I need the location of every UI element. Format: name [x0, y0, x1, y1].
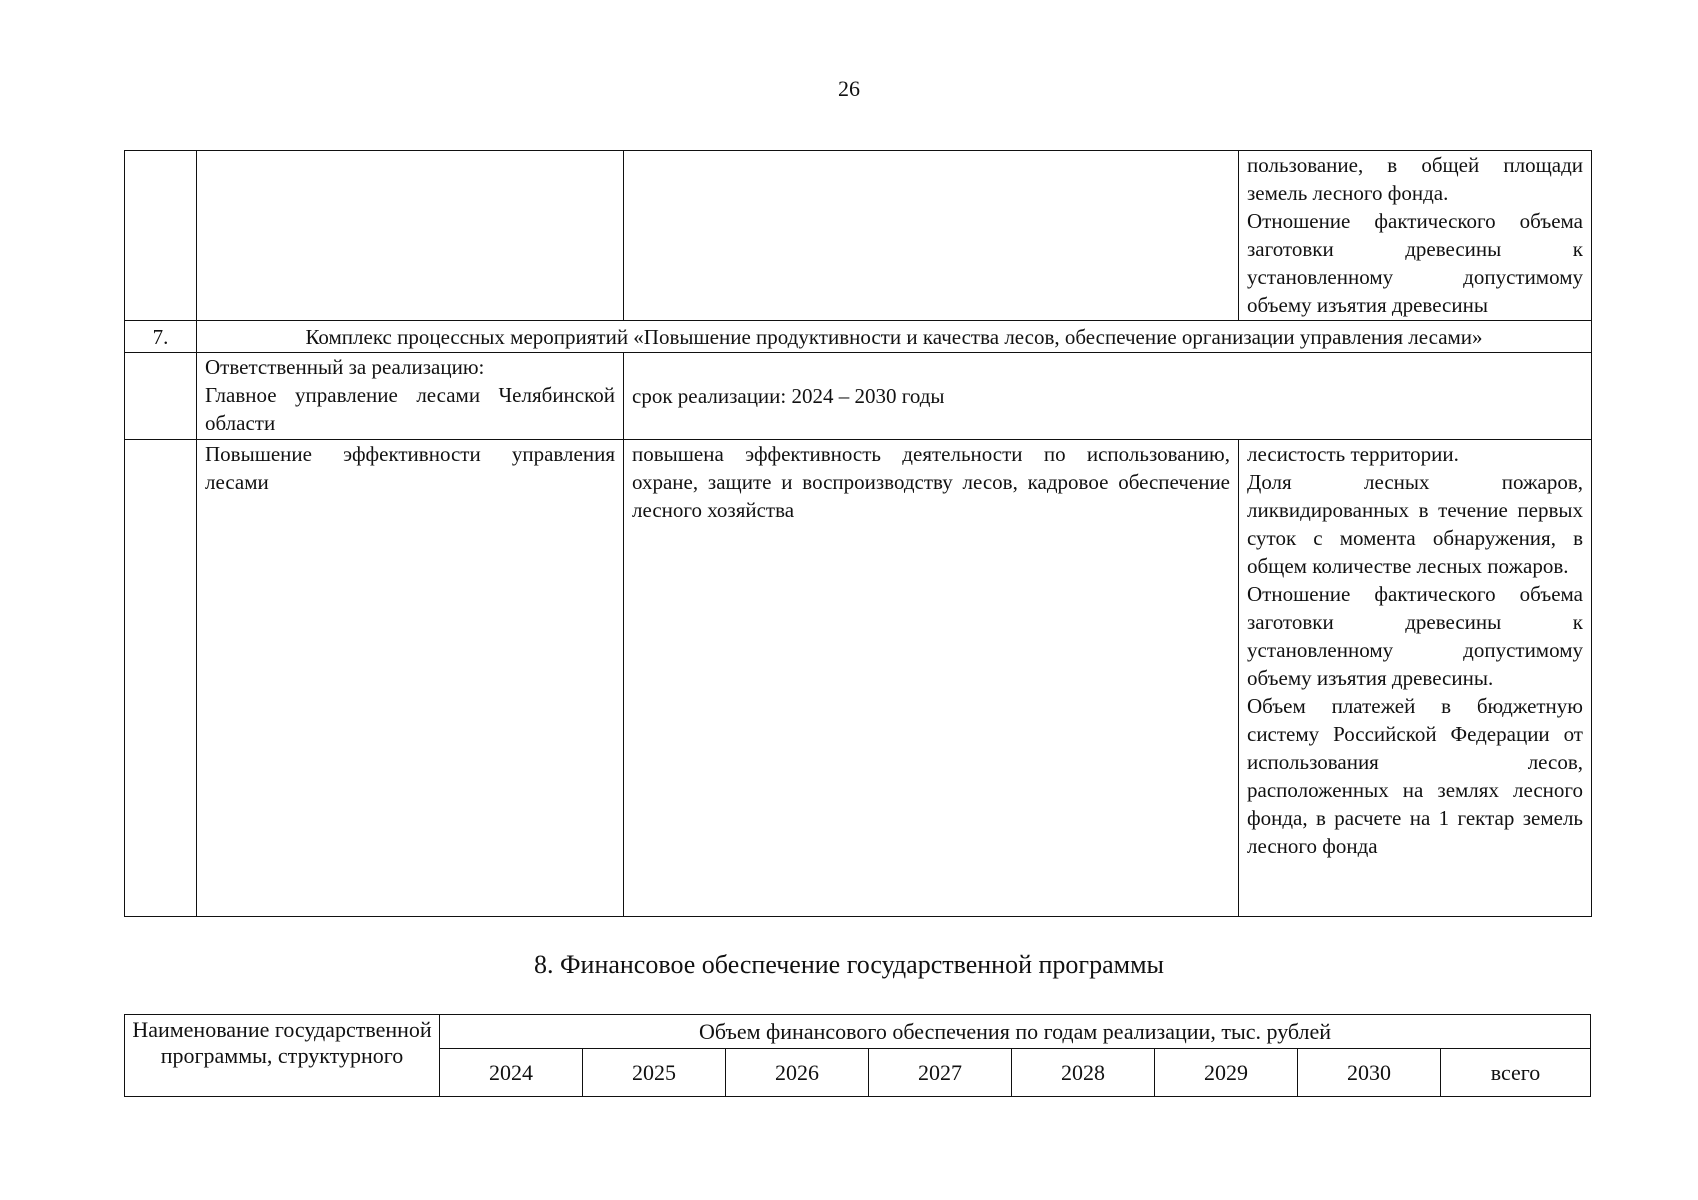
program-structure-table [124, 150, 1592, 917]
year-header: 2024 [440, 1049, 583, 1097]
table-row-continuation [125, 151, 1592, 321]
indicator-paragraph: Отношение фактического объема заготовки древесины к установленному допустимому объему изъятия древесины. [1247, 582, 1583, 690]
row-number: 7. [125, 321, 197, 353]
year-header: 2028 [1012, 1049, 1155, 1097]
year-header: 2026 [726, 1049, 869, 1097]
finance-header-row [125, 1015, 1591, 1049]
indicator-paragraph: Объем платежей в бюджетную систему Российской Федерации от использования лесов, расположенных на землях лесного фонда, в расчете на 1 гектар земель лесного фонда [1247, 694, 1583, 858]
cell-empty-number [125, 353, 197, 440]
responsible-org: Главное управление лесами Челябинской области [205, 383, 615, 435]
cell-empty-number [125, 151, 197, 321]
implementation-term: срок реализации: 2024 – 2030 годы [624, 353, 1592, 440]
table-row-task [125, 440, 1592, 917]
year-header: 2029 [1155, 1049, 1298, 1097]
program-name-header: Наименование государственной программы, структурного [125, 1015, 440, 1097]
responsible-label: Ответственный за реализацию: [205, 355, 485, 379]
year-header: 2025 [583, 1049, 726, 1097]
section-title: 8. Финансовое обеспечение государственной программы [533, 950, 1165, 979]
indicator-paragraph: Доля лесных пожаров, ликвидированных в течение первых суток с момента обнаружения, в общем количестве лесных пожаров. [1247, 470, 1583, 578]
complex-title: Комплекс процессных мероприятий «Повышение продуктивности и качества лесов, обеспечение организации управления лесами» [197, 321, 1592, 353]
task-name: Повышение эффективности управления лесами [197, 440, 624, 917]
total-header: всего [1441, 1049, 1591, 1097]
cell-empty-effect [624, 151, 1239, 321]
indicator-paragraph: Отношение фактического объема заготовки древесины к установленному допустимому объему изъятия древесины [1247, 209, 1583, 317]
cell-indicators-continued [1239, 151, 1592, 321]
cell-empty-task [197, 151, 624, 321]
volume-header: Объем финансового обеспечения по годам реализации, тыс. рублей [440, 1015, 1591, 1049]
page-number: 26 [838, 76, 860, 101]
cell-responsible [197, 353, 624, 440]
table-row-responsible [125, 353, 1592, 440]
finance-table [124, 1014, 1591, 1097]
year-header: 2030 [1298, 1049, 1441, 1097]
expected-effect: повышена эффективность деятельности по использованию, охране, защите и воспроизводству лесов, кадровое обеспечение лесного хозяйства [624, 440, 1239, 917]
table-row-section-7 [125, 321, 1592, 353]
year-header: 2027 [869, 1049, 1012, 1097]
indicator-paragraph: лесистость территории. [1247, 442, 1459, 466]
indicator-paragraph: пользование, в общей площади земель лесного фонда. [1247, 153, 1583, 205]
cell-indicators [1239, 440, 1592, 917]
cell-empty-number [125, 440, 197, 917]
